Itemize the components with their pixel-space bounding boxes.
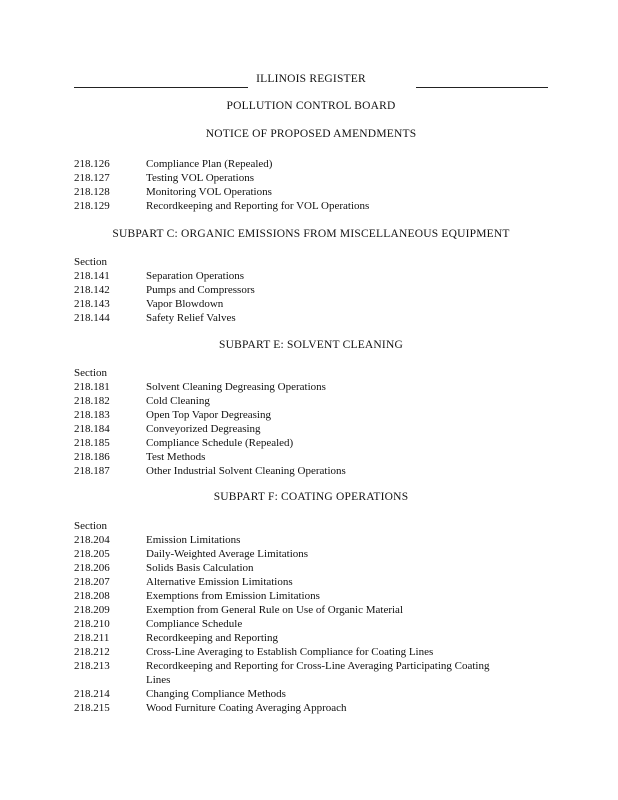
section-title-continuation: Lines xyxy=(146,674,171,686)
section-number: 218.128 xyxy=(74,186,110,198)
section-title: Compliance Plan (Repealed) xyxy=(146,158,273,170)
section-title: Solids Basis Calculation xyxy=(146,562,254,574)
section-number: 218.185 xyxy=(74,437,110,449)
section-title: Test Methods xyxy=(146,451,206,463)
section-label: Section xyxy=(74,367,107,379)
section-number: 218.184 xyxy=(74,423,110,435)
section-number: 218.127 xyxy=(74,172,110,184)
section-label: Section xyxy=(74,520,107,532)
section-title: Cross-Line Averaging to Establish Compliance for Coating Lines xyxy=(146,646,434,658)
section-number: 218.208 xyxy=(74,590,110,602)
section-number: 218.215 xyxy=(74,702,110,714)
section-number: 218.209 xyxy=(74,604,110,616)
register-title: ILLINOIS REGISTER xyxy=(256,73,366,85)
section-label: Section xyxy=(74,256,107,268)
section-title: Testing VOL Operations xyxy=(146,172,254,184)
section-title: Compliance Schedule (Repealed) xyxy=(146,437,294,449)
section-title: Recordkeeping and Reporting xyxy=(146,632,278,644)
section-title: Monitoring VOL Operations xyxy=(146,186,272,198)
section-title: Safety Relief Valves xyxy=(146,312,236,324)
section-number: 218.205 xyxy=(74,548,110,560)
subpart-e-heading: SUBPART E: SOLVENT CLEANING xyxy=(219,339,403,351)
section-title: Cold Cleaning xyxy=(146,395,210,407)
notice-title: NOTICE OF PROPOSED AMENDMENTS xyxy=(205,128,417,140)
section-number: 218.210 xyxy=(74,618,110,630)
section-title: Emission Limitations xyxy=(146,534,241,546)
section-number: 218.183 xyxy=(74,409,110,421)
section-number: 218.187 xyxy=(74,465,110,477)
header-rule-left xyxy=(74,87,248,88)
section-number: 218.213 xyxy=(74,660,110,672)
section-title: Exemption from General Rule on Use of Organic Material xyxy=(146,604,403,616)
section-number: 218.142 xyxy=(74,284,110,296)
section-title: Exemptions from Emission Limitations xyxy=(146,590,320,602)
section-title: Open Top Vapor Degreasing xyxy=(146,409,271,421)
section-number: 218.126 xyxy=(74,158,110,170)
section-number: 218.141 xyxy=(74,270,110,282)
section-title: Wood Furniture Coating Averaging Approach xyxy=(146,702,347,714)
section-title: Compliance Schedule xyxy=(146,618,243,630)
section-number: 218.212 xyxy=(74,646,110,658)
section-number: 218.181 xyxy=(74,381,110,393)
subpart-f-heading: SUBPART F: COATING OPERATIONS xyxy=(213,491,409,503)
subpart-c-heading: SUBPART C: ORGANIC EMISSIONS FROM MISCELLANEOUS EQUIPMENT xyxy=(112,228,510,240)
header-rule-right xyxy=(416,87,548,88)
section-title: Separation Operations xyxy=(146,270,245,282)
section-title: Vapor Blowdown xyxy=(146,298,224,310)
section-title: Recordkeeping and Reporting for VOL Operations xyxy=(146,200,370,212)
register-header xyxy=(74,73,548,89)
section-title: Pumps and Compressors xyxy=(146,284,255,296)
section-title: Recordkeeping and Reporting for Cross-Line Averaging Participating Coating xyxy=(146,660,490,672)
section-title: Solvent Cleaning Degreasing Operations xyxy=(146,381,326,393)
section-number: 218.207 xyxy=(74,576,110,588)
section-title: Changing Compliance Methods xyxy=(146,688,286,700)
section-number: 218.144 xyxy=(74,312,110,324)
section-number: 218.204 xyxy=(74,534,110,546)
section-title: Other Industrial Solvent Cleaning Operations xyxy=(146,465,346,477)
section-number: 218.206 xyxy=(74,562,110,574)
section-number: 218.214 xyxy=(74,688,110,700)
agency-title: POLLUTION CONTROL BOARD xyxy=(226,100,396,112)
section-title: Alternative Emission Limitations xyxy=(146,576,293,588)
section-title: Conveyorized Degreasing xyxy=(146,423,261,435)
section-number: 218.186 xyxy=(74,451,110,463)
section-number: 218.129 xyxy=(74,200,110,212)
section-title: Daily-Weighted Average Limitations xyxy=(146,548,309,560)
section-number: 218.143 xyxy=(74,298,110,310)
section-number: 218.182 xyxy=(74,395,110,407)
section-number: 218.211 xyxy=(74,632,110,644)
